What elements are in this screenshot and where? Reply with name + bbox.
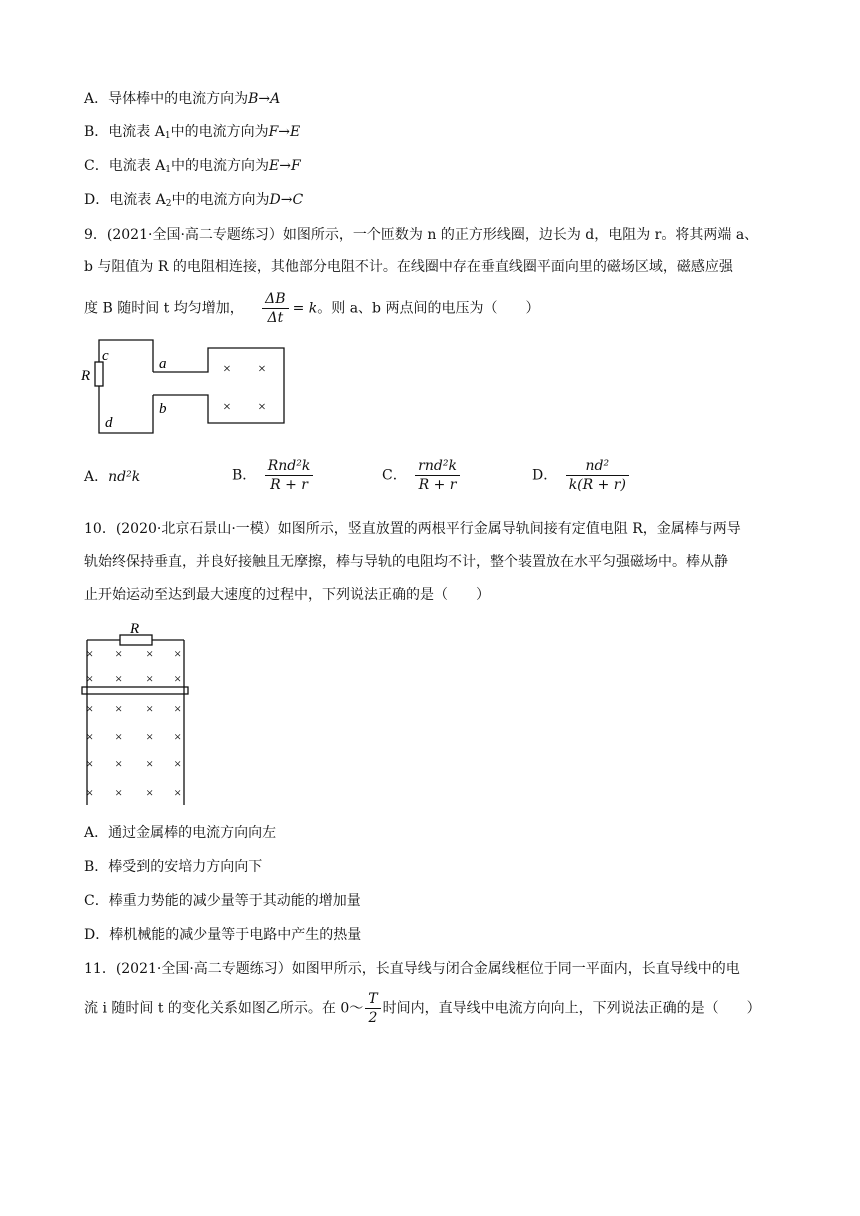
frac-den: Δt: [267, 310, 284, 326]
cross-mark: ×: [174, 729, 182, 744]
cross-mark: ×: [115, 701, 123, 716]
option-letter: B．: [84, 859, 109, 875]
option-text: 中的电流方向为: [171, 192, 270, 208]
option-letter: C．: [84, 893, 109, 909]
q9-option-c: [382, 457, 464, 494]
option-math: B→A: [248, 91, 281, 107]
frac-num: Rnd²k: [265, 457, 314, 476]
cross-mark: ×: [223, 362, 231, 377]
frac-den: R + r: [270, 477, 308, 493]
option-text: 导体棒中的电流方向为: [108, 91, 249, 107]
option-math: D→C: [269, 192, 304, 208]
cross-mark: ×: [86, 646, 94, 661]
q9-option-b: [232, 457, 317, 494]
q9-option-a: [84, 467, 140, 487]
option-pre: 电流表 A: [108, 124, 165, 140]
cross-mark: ×: [146, 756, 154, 771]
option-frac: [265, 457, 314, 494]
cross-mark: ×: [174, 756, 182, 771]
label-b: b: [159, 401, 167, 417]
frac-num: nd²: [566, 457, 629, 476]
q11-line2-post: 时间内，直导线中电流方向向上，下列说法正确的是（ ）: [382, 1000, 761, 1017]
q9-line3: [84, 290, 539, 327]
option-text: 通过金属棒的电流方向向左: [108, 825, 277, 841]
cross-mark: ×: [86, 729, 94, 744]
option-frac: [415, 457, 460, 494]
option-frac: [566, 457, 629, 494]
q10-line2: 轨始终保持垂直，并良好接触且无摩擦，棒与导轨的电阻均不计，整个装置放在水平匀强磁场中。棒从静: [84, 554, 728, 570]
label-c: c: [102, 348, 109, 364]
option-pre: 电流表 A: [109, 192, 166, 208]
cross-mark: ×: [258, 400, 266, 415]
q10-line1: 10．(2020·北京石景山·一模）如图所示，竖直放置的两根平行金属导轨间接有定值电阻 R，金属棒与两导: [84, 521, 741, 537]
cross-mark: ×: [115, 646, 123, 661]
frac-den: 2: [368, 1010, 378, 1026]
option-c-prev: [84, 156, 301, 180]
cross-mark: ×: [174, 701, 182, 716]
option-letter: A．: [84, 469, 109, 485]
cross-mark: ×: [115, 785, 123, 800]
q11-line2-pre: 流 i 随时间 t 的变化关系如图乙所示。在 0～: [84, 1000, 364, 1017]
option-letter: D．: [84, 927, 110, 943]
frac-num: ΔB: [262, 290, 288, 309]
cross-mark: ×: [223, 400, 231, 415]
q10-option-b: [84, 857, 262, 877]
frac-den: R + r: [418, 477, 457, 493]
option-text: 棒机械能的减少量等于电路中产生的热量: [109, 927, 362, 943]
option-letter: A．: [84, 91, 109, 107]
option-text: nd²k: [108, 469, 141, 485]
q9-frac: [262, 290, 288, 327]
option-pre: 电流表 A: [108, 158, 166, 174]
q10-option-a: [84, 823, 276, 843]
option-letter: A．: [84, 825, 109, 841]
cross-mark: ×: [146, 671, 154, 686]
cross-mark: ×: [86, 701, 94, 716]
q10-crosses: [86, 646, 181, 800]
option-sub: 1: [164, 131, 171, 141]
option-letter: B．: [232, 467, 257, 484]
option-letter: D．: [532, 467, 558, 484]
label-R: R: [81, 368, 91, 384]
cross-mark: ×: [174, 785, 182, 800]
label-d: d: [105, 415, 113, 431]
q11-line2: [84, 990, 761, 1027]
label-a: a: [159, 356, 167, 372]
cross-mark: ×: [86, 671, 94, 686]
cross-mark: ×: [174, 646, 182, 661]
option-text: 中的电流方向为: [170, 124, 269, 140]
option-sub: 1: [165, 165, 172, 175]
cross-mark: ×: [146, 785, 154, 800]
label-R: R: [130, 621, 140, 637]
option-text: 棒受到的安培力方向向下: [108, 859, 263, 875]
option-sub: 2: [165, 199, 172, 209]
q9-line3-post: 。则 a、b 两点间的电压为（ ）: [317, 300, 540, 317]
option-b-prev: [84, 122, 300, 146]
cross-mark: ×: [146, 729, 154, 744]
frac-num: T: [365, 990, 380, 1009]
option-letter: D．: [84, 192, 110, 208]
cross-mark: ×: [258, 362, 266, 377]
q10-line3: 止开始运动至达到最大速度的过程中，下列说法正确的是（ ）: [84, 587, 490, 603]
option-a-prev: [84, 89, 280, 109]
q11-frac: [365, 990, 380, 1027]
q9-frac-eq: = k: [292, 300, 318, 317]
q10-option-d: [84, 925, 361, 945]
q10-figure: [80, 617, 192, 807]
cross-mark: ×: [146, 701, 154, 716]
q11-line1: 11．(2021·全国·高二专题练习）如图甲所示，长直导线与闭合金属线框位于同一平面内，长直导线中的电: [84, 961, 740, 977]
frac-den: k(R + r): [568, 477, 626, 493]
q9-line1: 9．(2021·全国·高二专题练习）如图所示，一个匝数为 n 的正方形线圈，边长为 d，电阻为 r。将其两端 a、: [84, 227, 759, 243]
cross-mark: ×: [115, 756, 123, 771]
option-text: 棒重力势能的减少量等于其动能的增加量: [108, 893, 361, 909]
option-math: F→E: [268, 124, 301, 140]
option-letter: C．: [382, 467, 407, 484]
cross-mark: ×: [146, 646, 154, 661]
option-math: E→F: [269, 158, 301, 174]
q9-option-d: [532, 457, 633, 494]
cross-mark: ×: [115, 729, 123, 744]
frac-num: rnd²k: [415, 457, 460, 476]
option-letter: C．: [84, 158, 109, 174]
cross-mark: ×: [86, 756, 94, 771]
option-letter: B．: [84, 124, 109, 140]
q10-option-c: [84, 891, 361, 911]
q9-figure: [78, 336, 298, 440]
option-text: 中的电流方向为: [171, 158, 270, 174]
cross-mark: ×: [86, 785, 94, 800]
q9-line2: b 与阻值为 R 的电阻相连接，其他部分电阻不计。在线圈中存在垂直线圈平面向里的磁场区域，磁感应强: [84, 259, 733, 275]
cross-mark: ×: [115, 671, 123, 686]
q9-line3-pre: 度 B 随时间 t 均匀增加，: [84, 300, 244, 317]
cross-mark: ×: [174, 671, 182, 686]
option-d-prev: [84, 190, 303, 214]
